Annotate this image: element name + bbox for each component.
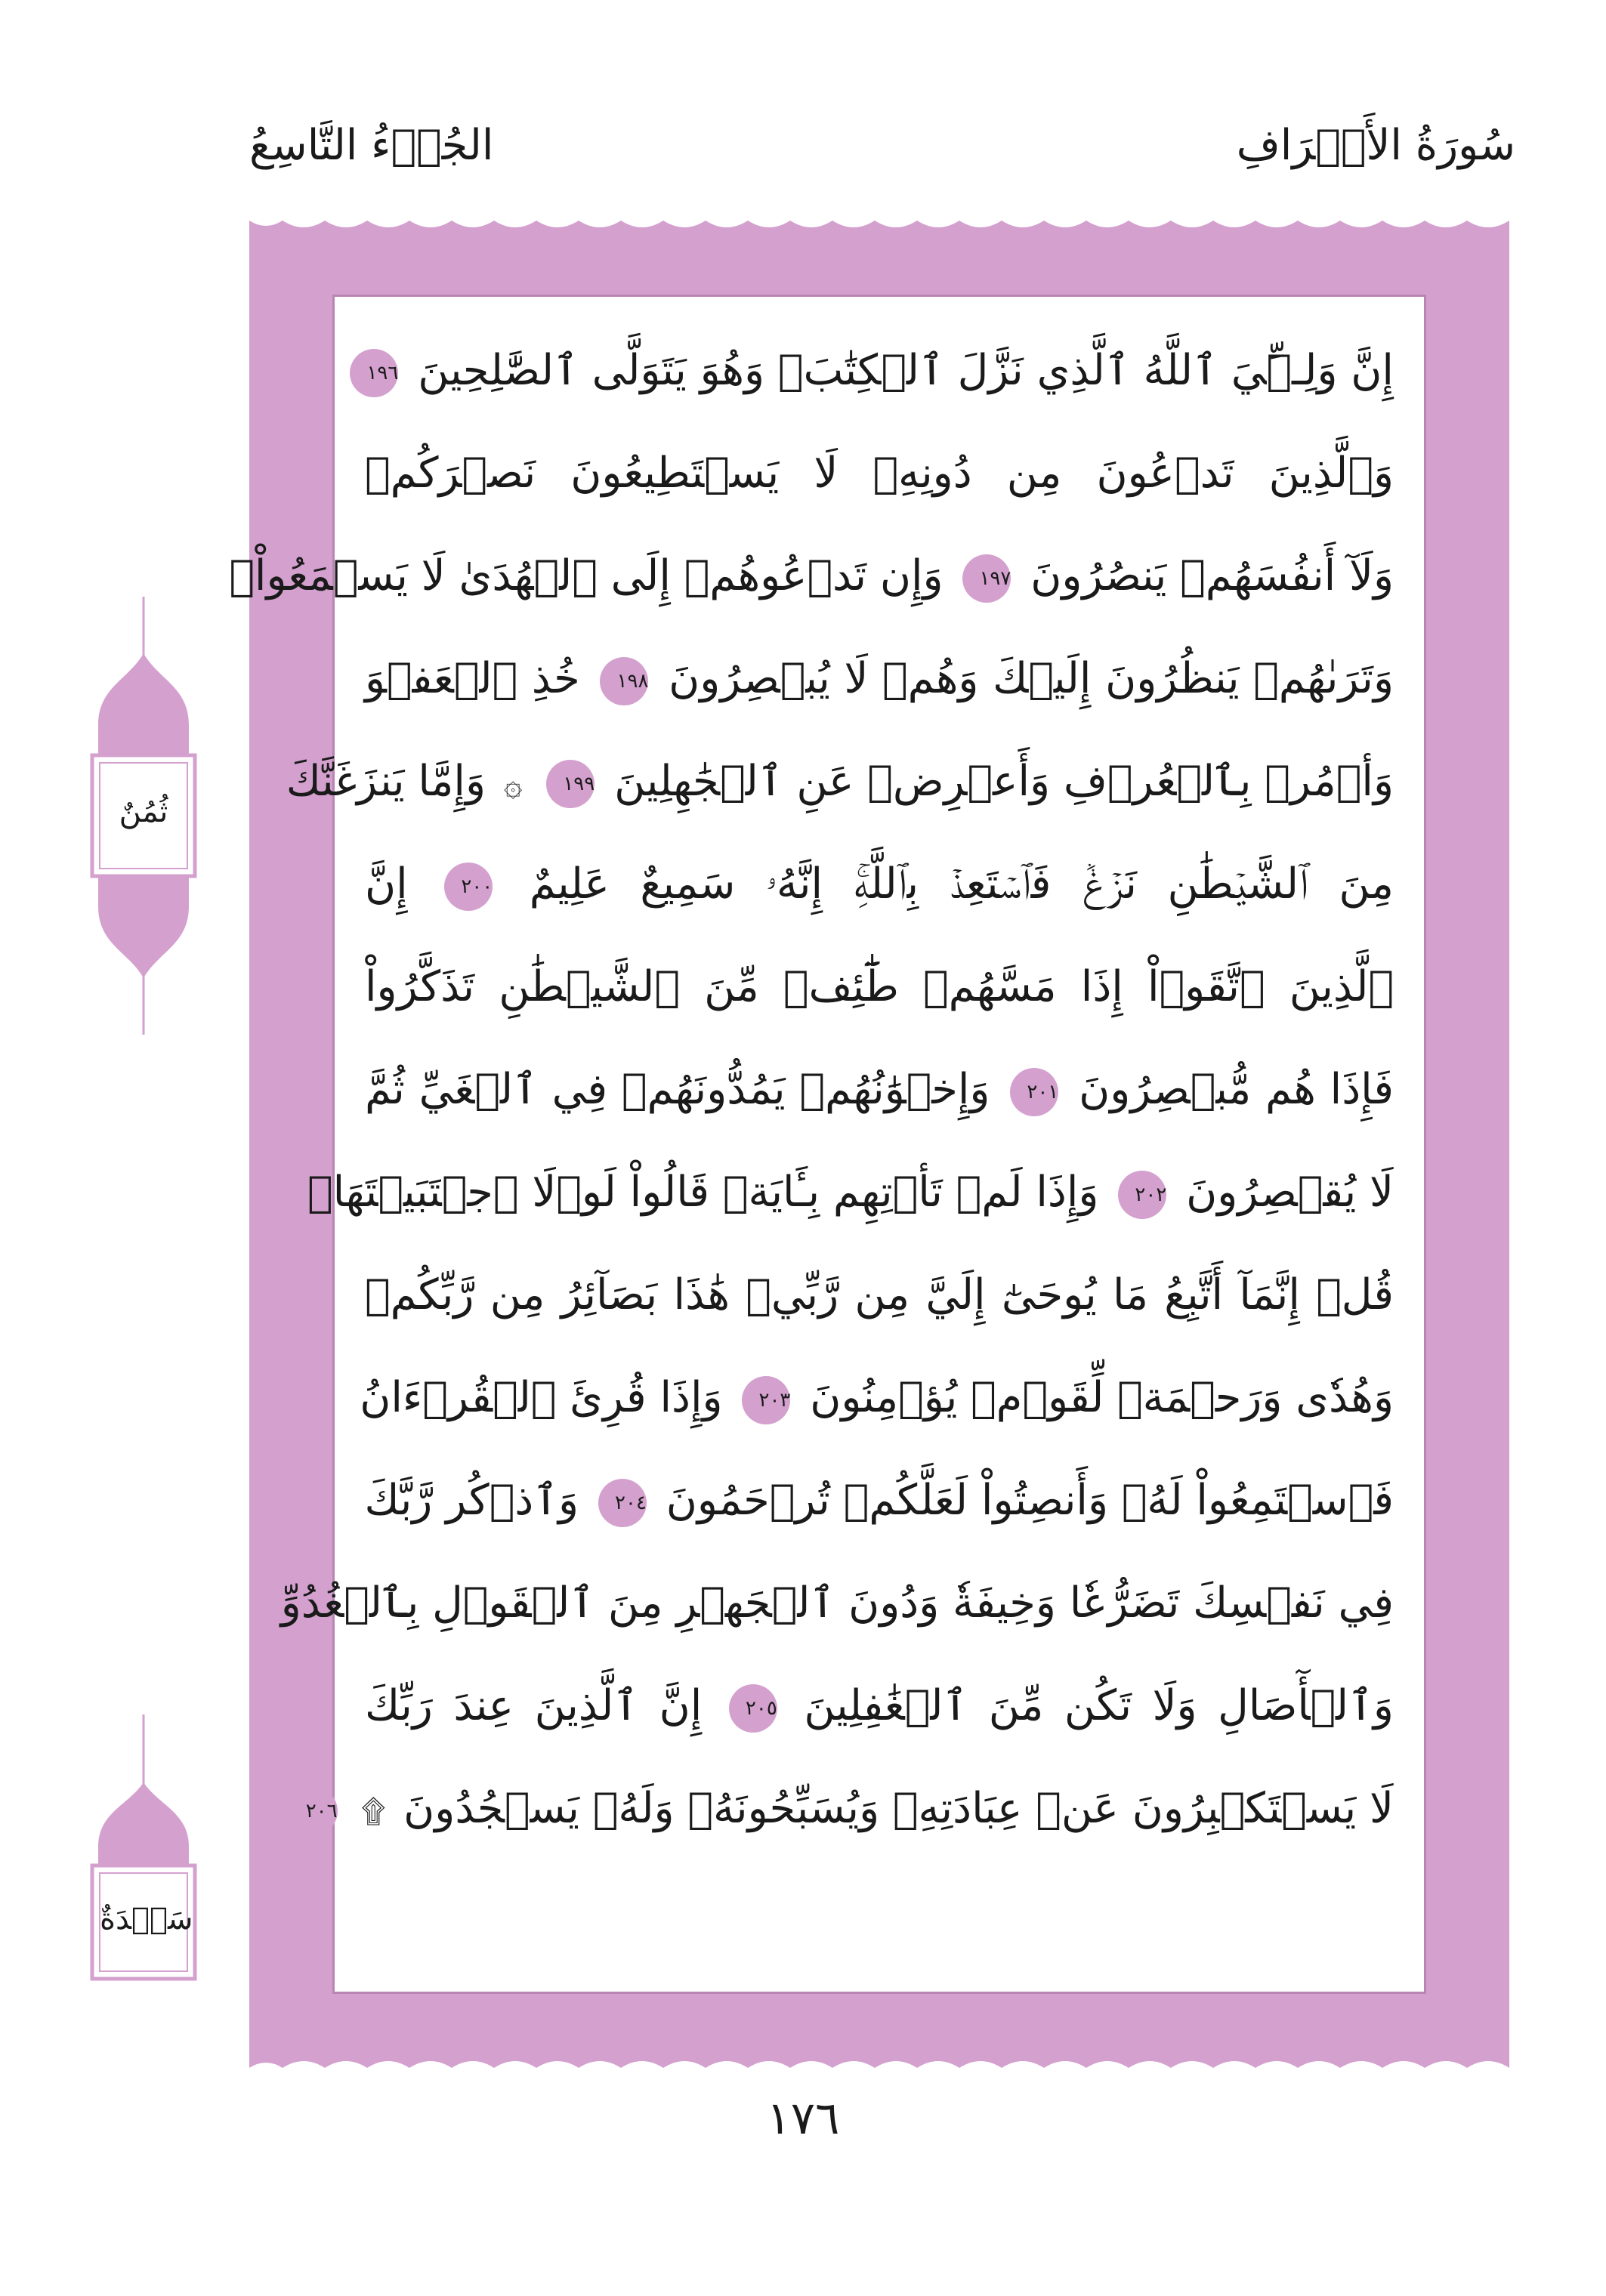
ayah-marker-205: ٢٠٥ bbox=[729, 1684, 777, 1733]
sajda-ornament-icon bbox=[83, 1714, 204, 1986]
text-line-6: مِنَ ٱلشَّيۡطَٰنِ نَزۡغٞ فَٱسۡتَعِذۡ بِٱللَّهِۚ إِنَّهُۥ سَمِيعٌ عَلِيمٌ ٢٠٠ إِنَّ bbox=[365, 833, 1394, 936]
text-line-12: فَٱسۡتَمِعُواْ لَهُۥ وَأَنصِتُواْ لَعَلَّكُمۡ تُرۡحَمُونَ ٢٠٤ وَٱذۡكُر رَّبَّكَ bbox=[365, 1449, 1394, 1552]
juz-name: الجُزۡءُ التَّاسِعُ bbox=[249, 121, 494, 170]
ayah-marker-200: ٢٠٠ bbox=[444, 863, 493, 911]
text-line-10: قُلۡ إِنَّمَآ أَتَّبِعُ مَا يُوحَىٰٓ إِلَيَّ مِن رَّبِّيۚ هَٰذَا بَصَآئِرُ مِن رَّبِّكُمۡ bbox=[365, 1270, 1394, 1319]
page-frame bbox=[229, 211, 1509, 2077]
text-line-5: وَأۡمُرۡ بِٱلۡعُرۡفِ وَأَعۡرِضۡ عَنِ ٱلۡجَٰهِلِينَ ١٩٩ ۞ وَإِمَّا يَنزَغَنَّكَ bbox=[365, 730, 1394, 833]
ayah-marker-204: ٢٠٤ bbox=[598, 1479, 647, 1527]
hizb-star-icon: ۞ bbox=[503, 766, 523, 803]
sajda-icon: ۩ bbox=[361, 1793, 386, 1830]
ayah-marker-197: ١٩٧ bbox=[962, 554, 1011, 603]
ayah-marker-203: ٢٠٣ bbox=[742, 1376, 790, 1424]
ayah-marker-201: ٢٠١ bbox=[1010, 1068, 1058, 1116]
text-line-8: فَإِذَا هُم مُّبۡصِرُونَ ٢٠١ وَإِخۡوَٰنُهُمۡ يَمُدُّونَهُمۡ فِي ٱلۡغَيِّ ثُمَّ bbox=[365, 1038, 1394, 1141]
page-number: ١٧٦ bbox=[766, 2092, 840, 2145]
text-line-3: وَلَآ أَنفُسَهُمۡ يَنصُرُونَ ١٩٧ وَإِن تَدۡعُوهُمۡ إِلَى ٱلۡهُدَىٰ لَا يَسۡمَعُواْۖ bbox=[365, 525, 1394, 628]
text-line-1: إِنَّ وَلِـِّۧيَ ٱللَّهُ ٱلَّذِي نَزَّلَ ٱلۡكِتَٰبَۖ وَهُوَ يَتَوَلَّى ٱلصَّٰلِحِينَ ١٩٦ bbox=[365, 319, 1394, 422]
thumn-label: ثُمُنٌ bbox=[119, 795, 168, 829]
sajda-label: سَجۡدَةٌ bbox=[100, 1902, 193, 1936]
text-line-7: ٱلَّذِينَ ٱتَّقَوۡاْ إِذَا مَسَّهُمۡ طَٰٓئِفٞ مِّنَ ٱلشَّيۡطَٰنِ تَذَكَّرُواْ bbox=[365, 962, 1394, 1011]
ayah-marker-198: ١٩٨ bbox=[600, 657, 648, 705]
text-line-15: لَا يَسۡتَكۡبِرُونَ عَنۡ عِبَادَتِهِۦ وَيُسَبِّحُونَهُۥ وَلَهُۥ يَسۡجُدُونَ ۩ ٢٠٦ bbox=[365, 1757, 1394, 1860]
text-line-13: فِي نَفۡسِكَ تَضَرُّعٗا وَخِيفَةٗ وَدُونَ ٱلۡجَهۡرِ مِنَ ٱلۡقَوۡلِ بِٱلۡغُدُوِّ bbox=[280, 1578, 1394, 1628]
text-line-4: وَتَرَىٰهُمۡ يَنظُرُونَ إِلَيۡكَ وَهُمۡ لَا يُبۡصِرُونَ ١٩٨ خُذِ ٱلۡعَفۡوَ bbox=[365, 628, 1394, 730]
text-line-2: وَٱلَّذِينَ تَدۡعُونَ مِن دُونِهِۦ لَا يَسۡتَطِيعُونَ نَصۡرَكُمۡ bbox=[365, 449, 1394, 498]
text-line-9: لَا يُقۡصِرُونَ ٢٠٢ وَإِذَا لَمۡ تَأۡتِهِم بِـَٔايَةٖ قَالُواْ لَوۡلَا ٱجۡتَبَيۡتَهَاۚ bbox=[365, 1141, 1394, 1244]
ayah-marker-199: ١٩٩ bbox=[546, 760, 595, 808]
ayah-marker-206: ٢٠٦ bbox=[289, 1787, 338, 1835]
text-line-14: وَٱلۡأٓصَالِ وَلَا تَكُن مِّنَ ٱلۡغَٰفِلِينَ ٢٠٥ إِنَّ ٱلَّذِينَ عِندَ رَبِّكَ bbox=[365, 1655, 1394, 1757]
sajda-marker bbox=[83, 1714, 204, 1986]
text-panel bbox=[229, 295, 1426, 1994]
thumn-marker bbox=[83, 597, 204, 1035]
ayah-marker-196: ١٩٦ bbox=[350, 349, 398, 397]
surah-name: سُورَةُ الأَعۡرَافِ bbox=[1236, 121, 1515, 170]
ayah-marker-202: ٢٠٢ bbox=[1118, 1171, 1166, 1219]
text-line-11: وَهُدٗى وَرَحۡمَةٞ لِّقَوۡمٖ يُؤۡمِنُونَ ٢٠٣ وَإِذَا قُرِئَ ٱلۡقُرۡءَانُ bbox=[365, 1347, 1394, 1449]
